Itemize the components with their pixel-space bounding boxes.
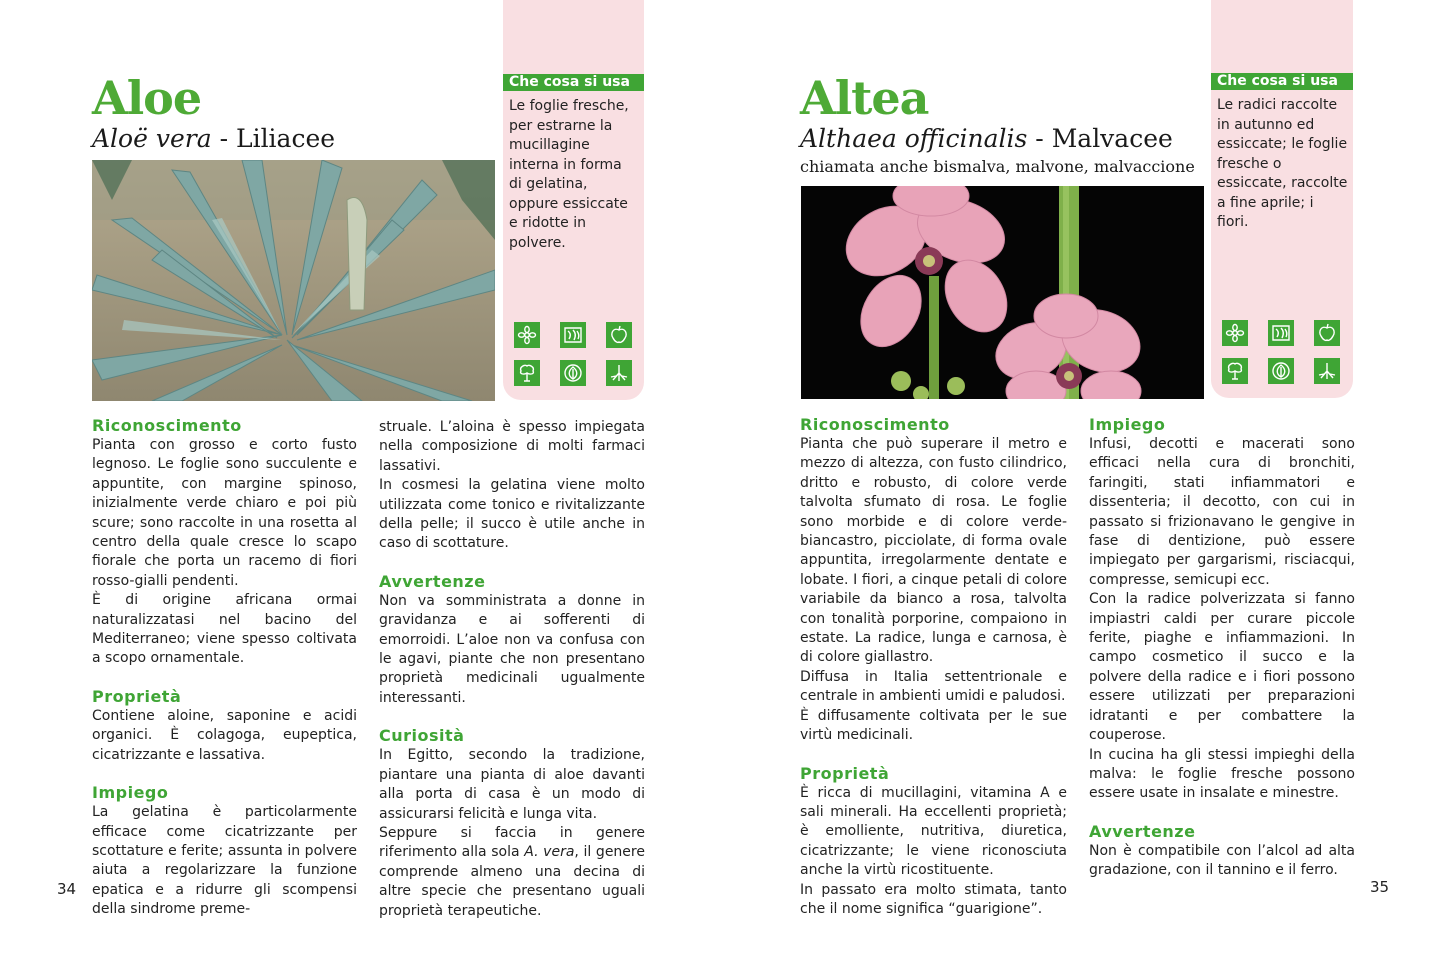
paragraph: In cosmesi la gelatina viene molto utilizzata come tonico e rivitalizzante della pelle; il succo è utile anche in caso di scottature. (379, 477, 645, 552)
flower-icon (514, 322, 540, 348)
tree-icon (514, 360, 540, 386)
latin-abbrev: A. vera (524, 844, 575, 861)
usage-text: Le foglie fresche, per estrarne la mucillagine interna in forma di gelatina, oppure essiccate e ridotte in polvere. (509, 98, 629, 251)
page-number-left: 34 (57, 880, 77, 898)
family-name: Liliacee (235, 124, 336, 153)
paragraph: In cucina ha gli stessi impieghi della malva: le foglie fresche possono essere usate in insalate e minestre. (1089, 746, 1355, 802)
fruit-icon (606, 322, 632, 348)
usage-heading: Che cosa si usa (503, 74, 644, 91)
latin-name: Aloë vera (92, 124, 212, 153)
aloe-photo (92, 160, 495, 401)
root-icon (1314, 358, 1340, 384)
paragraph: struale. L’aloina è spesso impiegata nella composizione di molti farmaci lassativi. (379, 419, 645, 474)
aloe-column-2 (379, 418, 645, 921)
plant-title-altea: Altea (800, 71, 929, 125)
paragraph: In Egitto, secondo la tradizione, piantare una pianta di aloe davanti alla porta di casa è un modo di assicurarsi felicità e lunga vita. (379, 747, 645, 822)
paragraph: È di origine africana ormai naturalizzatasi nel bacino del Mediterraneo; viene spesso coltivata a scopo ornamentale. (92, 592, 357, 667)
paragraph (379, 824, 645, 921)
text: , il genere comprende almeno una decina di altre specie che presentano uguali proprietà terapeutiche. (379, 844, 645, 919)
bark-icon (1268, 320, 1294, 346)
usage-heading: Che cosa si usa (1211, 73, 1353, 90)
section-heading-avvertenze: Avvertenze (379, 571, 486, 591)
altea-photo (801, 186, 1204, 399)
paragraph: Diffusa in Italia settentrionale e centrale in ambienti umidi e paludosi. (800, 668, 1067, 705)
paragraph: È diffusamente coltivata per le sue virtù medicinali. (800, 707, 1067, 744)
leaf-icon (560, 360, 586, 386)
leaf-icon (1268, 358, 1294, 384)
paragraph: La gelatina è particolarmente efficace come cicatrizzante per scottature e ferite; assunta in polvere aiuta a regolarizzare la funzione epatica e a ridurre gli scompensi della sindrome preme- (92, 804, 357, 918)
paragraph: Pianta con grosso e corto fusto legnoso. Le foglie sono succulente e appuntite, con margine spinoso, inizialmente verde chiaro e poi più scure; sono raccolte in una rosetta al centro della quale cresce lo scapo fiorale che porta un racemo di fiori rosso-gialli pendenti. (92, 437, 357, 589)
fruit-icon (1314, 320, 1340, 346)
paragraph: Non è compatibile con l’alcol ad alta gradazione, con il tannino e il ferro. (1089, 842, 1355, 879)
aloe-column-1 (92, 416, 357, 920)
plant-latin-name-altea (800, 124, 1173, 154)
section-heading-impiego: Impiego (92, 783, 169, 803)
separator: - (1027, 124, 1052, 153)
section-heading-riconoscimento: Riconoscimento (800, 415, 950, 434)
usage-text: Le radici raccolte in autunno ed essiccate; le foglie fresche o essiccate, raccolte a fine aprile; i fiori. (1217, 97, 1348, 230)
root-icon (606, 360, 632, 386)
altea-column-2 (1089, 415, 1355, 881)
text: Seppure si faccia in genere riferimento alla sola (379, 824, 645, 861)
paragraph: Infusi, decotti e macerati sono efficaci nella cura di bronchiti, faringiti, stati infiammatori e dissenteria; il decotto, con cui in passato si frizionavano le gengive in fase di dentizione, può essere impiegato per gargarismi, risciacqui, compresse, semicupi ecc. (1089, 436, 1355, 588)
plant-common-names: chiamata anche bismalva, malvone, malvaccione (800, 157, 1195, 176)
plant-title-aloe: Aloe (92, 71, 202, 125)
section-heading-impiego: Impiego (1089, 415, 1166, 434)
page-number-right: 35 (1370, 878, 1390, 896)
paragraph: Pianta che può superare il metro e mezzo di altezza, con fusto cilindrico, dritto e robusto, di colore verde talvolta sfumato di rosa. Le foglie sono morbide e di colore verde-biancastro, picciolate, di forma ovale appuntita, irregolarmente dentate e lobate. I fiori, a cinque petali di colore variabile da bianco a rosa, talvolta con tonalità porporine, compaiono in estate. La radice, lunga e carnosa, è di colore giallastro. (800, 436, 1067, 666)
plant-latin-name-aloe (92, 124, 335, 154)
tree-icon (1222, 358, 1248, 384)
separator: - (211, 124, 236, 153)
paragraph: Con la radice polverizzata si fanno impiastri caldi per curare piccole ferite, piaghe e infiammazioni. In campo cosmetico il succo e la polvere della radice e i fiori possono essere utilizzati per preparazioni idratanti e per combattere la couperose. (1089, 591, 1355, 744)
section-heading-riconoscimento: Riconoscimento (92, 416, 242, 435)
paragraph: È ricca di mucillagini, vitamina A e sali minerali. Ha eccellenti proprietà; è emolliente, nutritiva, diuretica, cicatrizzante; le viene riconosciuta anche la virtù ricostituente. (800, 784, 1067, 879)
section-heading-avvertenze: Avvertenze (1089, 821, 1196, 841)
paragraph: In passato era molto stimata, tanto che il nome significa “guarigione”. (800, 881, 1067, 917)
section-heading-curiosita: Curiosità (379, 726, 465, 746)
bark-icon (560, 322, 586, 348)
altea-column-1 (800, 415, 1067, 919)
section-heading-proprieta: Proprietà (800, 763, 890, 783)
usage-icons (1222, 320, 1340, 384)
usage-icons (514, 322, 632, 386)
section-heading-proprieta: Proprietà (92, 686, 182, 706)
family-name: Malvacee (1051, 124, 1173, 153)
latin-name: Althaea officinalis (800, 124, 1028, 153)
paragraph: Non va somministrata a donne in gravidanza e ai sofferenti di emorroidi. L’aloe non va confusa con le agavi, piante che non presentano proprietà medicinali ugualmente interessanti. (379, 592, 645, 706)
flower-icon (1222, 320, 1248, 346)
paragraph: Contiene aloine, saponine e acidi organici. È colagoga, eupeptica, cicatrizzante e lassativa. (92, 707, 357, 763)
